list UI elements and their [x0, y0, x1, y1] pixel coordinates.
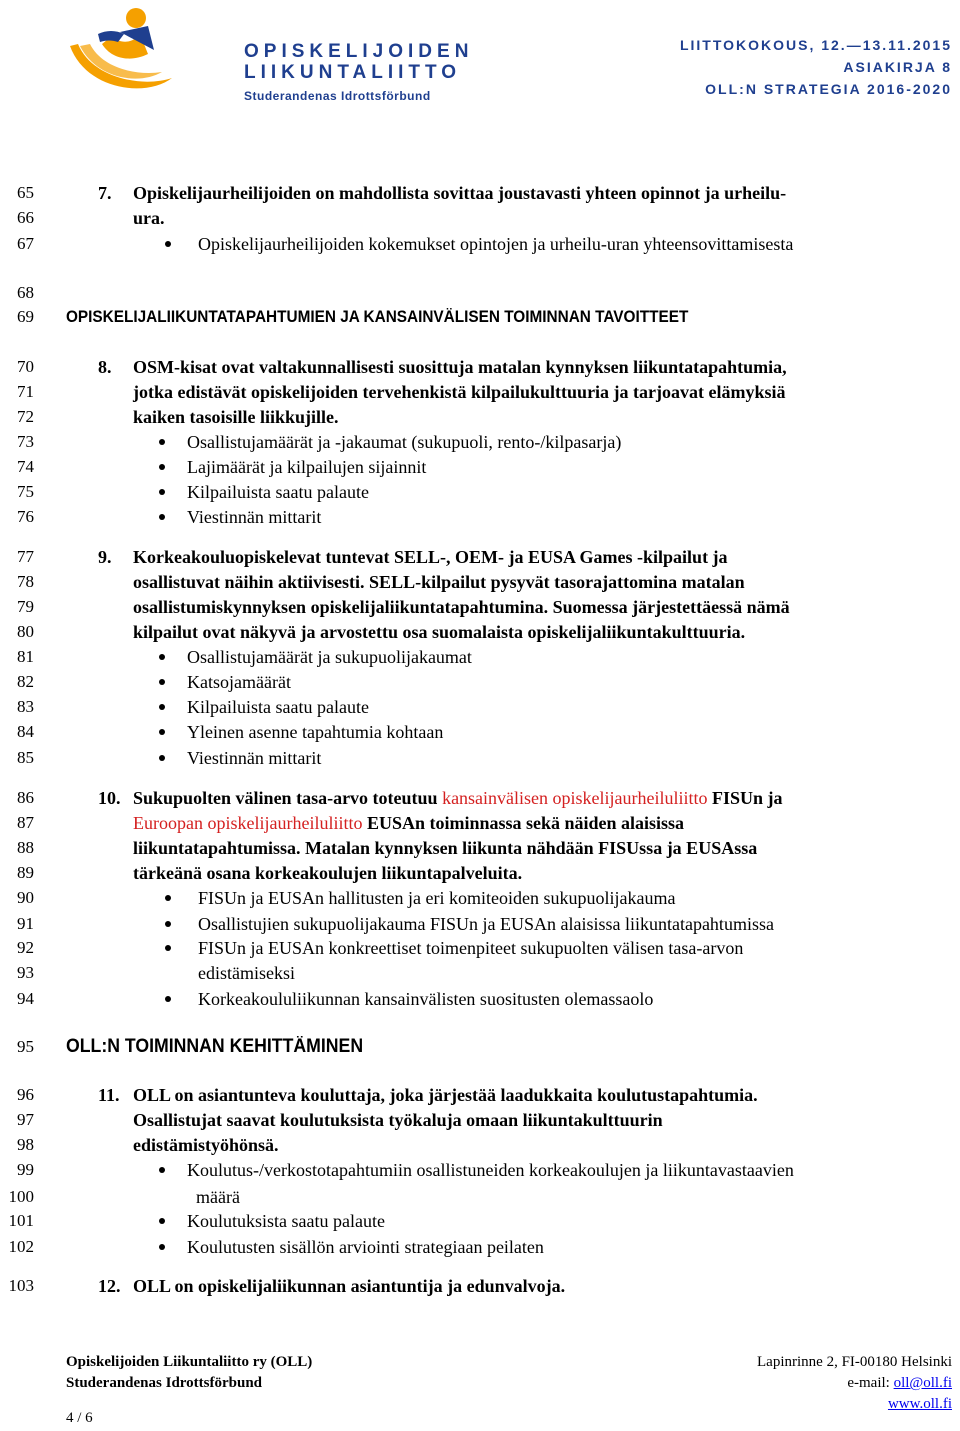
line-number: 99 [17, 1160, 34, 1179]
line-number: 76 [17, 507, 34, 526]
goal-text-line: kaiken tasoisille liikkujille. [133, 407, 339, 427]
goal-text-line: liikuntatapahtumissa. Matalan kynnyksen liikunta nähdään FISUssa ja EUSAssa [133, 838, 758, 858]
indicator-item-continued: määrä [196, 1187, 240, 1207]
bullet-icon [159, 679, 165, 685]
bullet-icon [159, 654, 165, 660]
line-number: 78 [17, 572, 34, 591]
bullet-icon [159, 489, 165, 495]
footer-address: Lapinrinne 2, FI-00180 Helsinki [757, 1354, 952, 1370]
indicator-item: Viestinnän mittarit [187, 507, 322, 527]
indicator-item: Osallistujamäärät ja sukupuolijakaumat [187, 647, 472, 667]
section-heading-events-international: OPISKELIJALIIKUNTATAPAHTUMIEN JA KANSAINVÄLISEN TOIMINNAN TAVOITTEET [66, 308, 689, 326]
website-link[interactable]: www.oll.fi [887, 1396, 952, 1412]
strategy-title: OLL:N STRATEGIA 2016-2020 [705, 81, 952, 97]
line-number: 100 [8, 1187, 34, 1206]
line-number: 98 [17, 1135, 34, 1154]
line-number: 102 [8, 1237, 34, 1256]
goal-text-line: kilpailut ovat näkyvä ja arvostettu osa suomalaista opiskelijaliikuntakulttuuria. [133, 622, 746, 642]
bullet-icon [165, 996, 171, 1002]
goal-text-line: Opiskelijaurheilijoiden on mahdollista sovittaa joustavasti yhteen opinnot ja urheilu- [133, 183, 787, 203]
line-number: 73 [17, 432, 34, 451]
footer-org-name-swedish: Studerandenas Idrottsförbund [66, 1375, 263, 1391]
line-number: 97 [17, 1110, 34, 1129]
goal-text-line [133, 786, 783, 810]
line-number: 85 [17, 748, 34, 767]
goal-text-line: OSM-kisat ovat valtakunnallisesti suosittuja matalan kynnyksen liikuntatapahtumia, [133, 357, 787, 377]
bullet-icon [159, 1218, 165, 1224]
bullet-icon [159, 514, 165, 520]
line-number: 68 [17, 283, 34, 302]
goal-text-line: Korkeakouluopiskelevat tuntevat SELL-, OEM- ja EUSA Games -kilpailut ja [133, 547, 728, 567]
goal-number: 9. [98, 547, 112, 567]
line-number: 88 [17, 838, 34, 857]
line-number: 79 [17, 597, 34, 616]
goal-text: Sukupuolten välinen tasa-arvo toteutuu [133, 788, 443, 808]
indicator-item: Osallistujien sukupuolijakauma FISUn ja EUSAn alaisissa liikuntatapahtumissa [198, 914, 774, 934]
goal-text: EUSAn toiminnassa sekä näiden alaisissa [362, 813, 685, 833]
bullet-icon [165, 241, 171, 247]
bullet-icon [159, 729, 165, 735]
goal-text-line: jotka edistävät opiskelijoiden tervehenkistä kilpailukulttuuria ja tarjoavat elämyksiä [133, 382, 786, 402]
line-number: 103 [8, 1276, 34, 1295]
goal-text-line: ura. [133, 208, 165, 228]
email-label: e-mail: [847, 1375, 894, 1391]
logo-wordmark [244, 42, 473, 103]
line-number: 90 [17, 888, 34, 907]
footer-email-line [847, 1373, 952, 1393]
line-number: 71 [17, 382, 34, 401]
goal-text-line: osallistumiskynnyksen opiskelijaliikuntatapahtumina. Suomessa järjestettäessä nämä [133, 597, 790, 617]
line-number: 67 [17, 234, 34, 253]
goal-text-line: OLL on opiskelijaliikunnan asiantuntija ja edunvalvoja. [133, 1276, 566, 1296]
line-number: 87 [17, 813, 34, 832]
indicator-item: Viestinnän mittarit [187, 748, 322, 768]
goal-text-line: osallistuvat näihin aktiivisesti. SELL-kilpailut pysyvät tasorajattomina matalan [133, 572, 745, 592]
goal-text-line: edistämistyöhönsä. [133, 1135, 279, 1155]
line-number: 74 [17, 457, 34, 476]
line-number: 83 [17, 697, 34, 716]
indicator-item-continued: edistämiseksi [198, 963, 295, 983]
indicator-item: Koulutuksista saatu palaute [187, 1211, 385, 1231]
bullet-icon [159, 464, 165, 470]
line-number: 84 [17, 722, 34, 741]
indicator-item: Koulutus-/verkostotapahtumiin osallistuneiden korkeakoulujen ja liikuntavastaavien [187, 1160, 794, 1180]
bullet-icon [159, 439, 165, 445]
goal-text-line [133, 811, 684, 835]
bullet-icon [159, 1244, 165, 1250]
logo-line-1: OPISKELIJOIDEN [244, 41, 474, 62]
goal-text: FISUn ja [707, 788, 783, 808]
line-number: 82 [17, 672, 34, 691]
indicator-item: Lajimäärät ja kilpailujen sijainnit [187, 457, 427, 477]
footer-org-name: Opiskelijoiden Liikuntaliitto ry (OLL) [66, 1354, 313, 1370]
bullet-icon [165, 945, 171, 951]
fisu-reference-link[interactable]: kansainvälisen opiskelijaurheiluliitto [442, 788, 708, 808]
line-number: 95 [17, 1037, 34, 1056]
line-number: 101 [8, 1211, 34, 1230]
indicator-item: FISUn ja EUSAn konkreettiset toimenpiteet sukupuolten välisen tasa-arvon [198, 938, 744, 958]
line-number: 91 [17, 914, 34, 933]
footer-website-line [888, 1394, 952, 1414]
goal-number: 12. [98, 1276, 121, 1296]
line-number: 70 [17, 357, 34, 376]
meeting-title: LIITTOKOKOUS, 12.—13.11.2015 [679, 37, 952, 53]
goal-text-line: tärkeänä osana korkeakoulujen liikuntapalveluita. [133, 863, 523, 883]
line-number: 93 [17, 963, 34, 982]
bullet-icon [159, 704, 165, 710]
document-number: ASIAKIRJA 8 [843, 59, 952, 75]
line-number: 77 [17, 547, 34, 566]
bullet-icon [159, 1167, 165, 1173]
line-number: 69 [17, 307, 34, 326]
goal-text-line: OLL on asiantunteva kouluttaja, joka järjestää laadukkaita koulutustapahtumia. [133, 1085, 758, 1105]
goal-number: 10. [98, 788, 121, 808]
section-heading-oll-development: OLL:N TOIMINNAN KEHITTÄMINEN [66, 1036, 364, 1057]
goal-number: 8. [98, 357, 112, 377]
line-number: 65 [17, 183, 34, 202]
goal-number: 7. [98, 183, 112, 203]
oll-logo [62, 4, 474, 103]
line-number: 92 [17, 938, 34, 957]
indicator-item: Osallistujamäärät ja -jakaumat (sukupuoli, rento-/kilpasarja) [187, 432, 622, 452]
line-number: 96 [17, 1085, 34, 1104]
line-number: 75 [17, 482, 34, 501]
bullet-icon [165, 921, 171, 927]
line-number: 72 [17, 407, 34, 426]
eusa-reference-link[interactable]: Euroopan opiskelijaurheiluliitto [133, 813, 363, 833]
indicator-item: Katsojamäärät [187, 672, 291, 692]
goal-text-line: Osallistujat saavat koulutuksista työkaluja omaan liikuntakulttuurin [133, 1110, 663, 1130]
indicator-item: FISUn ja EUSAn hallitusten ja eri komiteoiden sukupuolijakauma [198, 888, 676, 908]
line-number: 86 [17, 788, 34, 807]
goal-number: 11. [98, 1085, 120, 1105]
oll-logo-mark [62, 4, 182, 100]
line-number: 66 [17, 208, 34, 227]
indicator-item: Opiskelijaurheilijoiden kokemukset opintojen ja urheilu-uran yhteensovittamisesta [198, 234, 794, 254]
indicator-item: Kilpailuista saatu palaute [187, 482, 369, 502]
page-number: 4 / 6 [66, 1410, 93, 1426]
logo-line-3: Studerandenas Idrottsförbund [244, 89, 431, 103]
email-link[interactable]: oll@oll.fi [893, 1375, 952, 1391]
bullet-icon [165, 895, 171, 901]
indicator-item: Korkeakoululiikunnan kansainvälisten suositusten olemassaolo [198, 989, 654, 1009]
indicator-item: Yleinen asenne tapahtumia kohtaan [187, 722, 444, 742]
line-number: 80 [17, 622, 34, 641]
line-number: 94 [17, 989, 34, 1008]
logo-line-2: LIIKUNTALIITTO [244, 62, 462, 83]
indicator-item: Koulutusten sisällön arviointi strategiaan peilaten [187, 1237, 544, 1257]
line-number: 81 [17, 647, 34, 666]
line-number: 89 [17, 863, 34, 882]
indicator-item: Kilpailuista saatu palaute [187, 697, 369, 717]
document-header-info [680, 34, 952, 100]
bullet-icon [159, 755, 165, 761]
